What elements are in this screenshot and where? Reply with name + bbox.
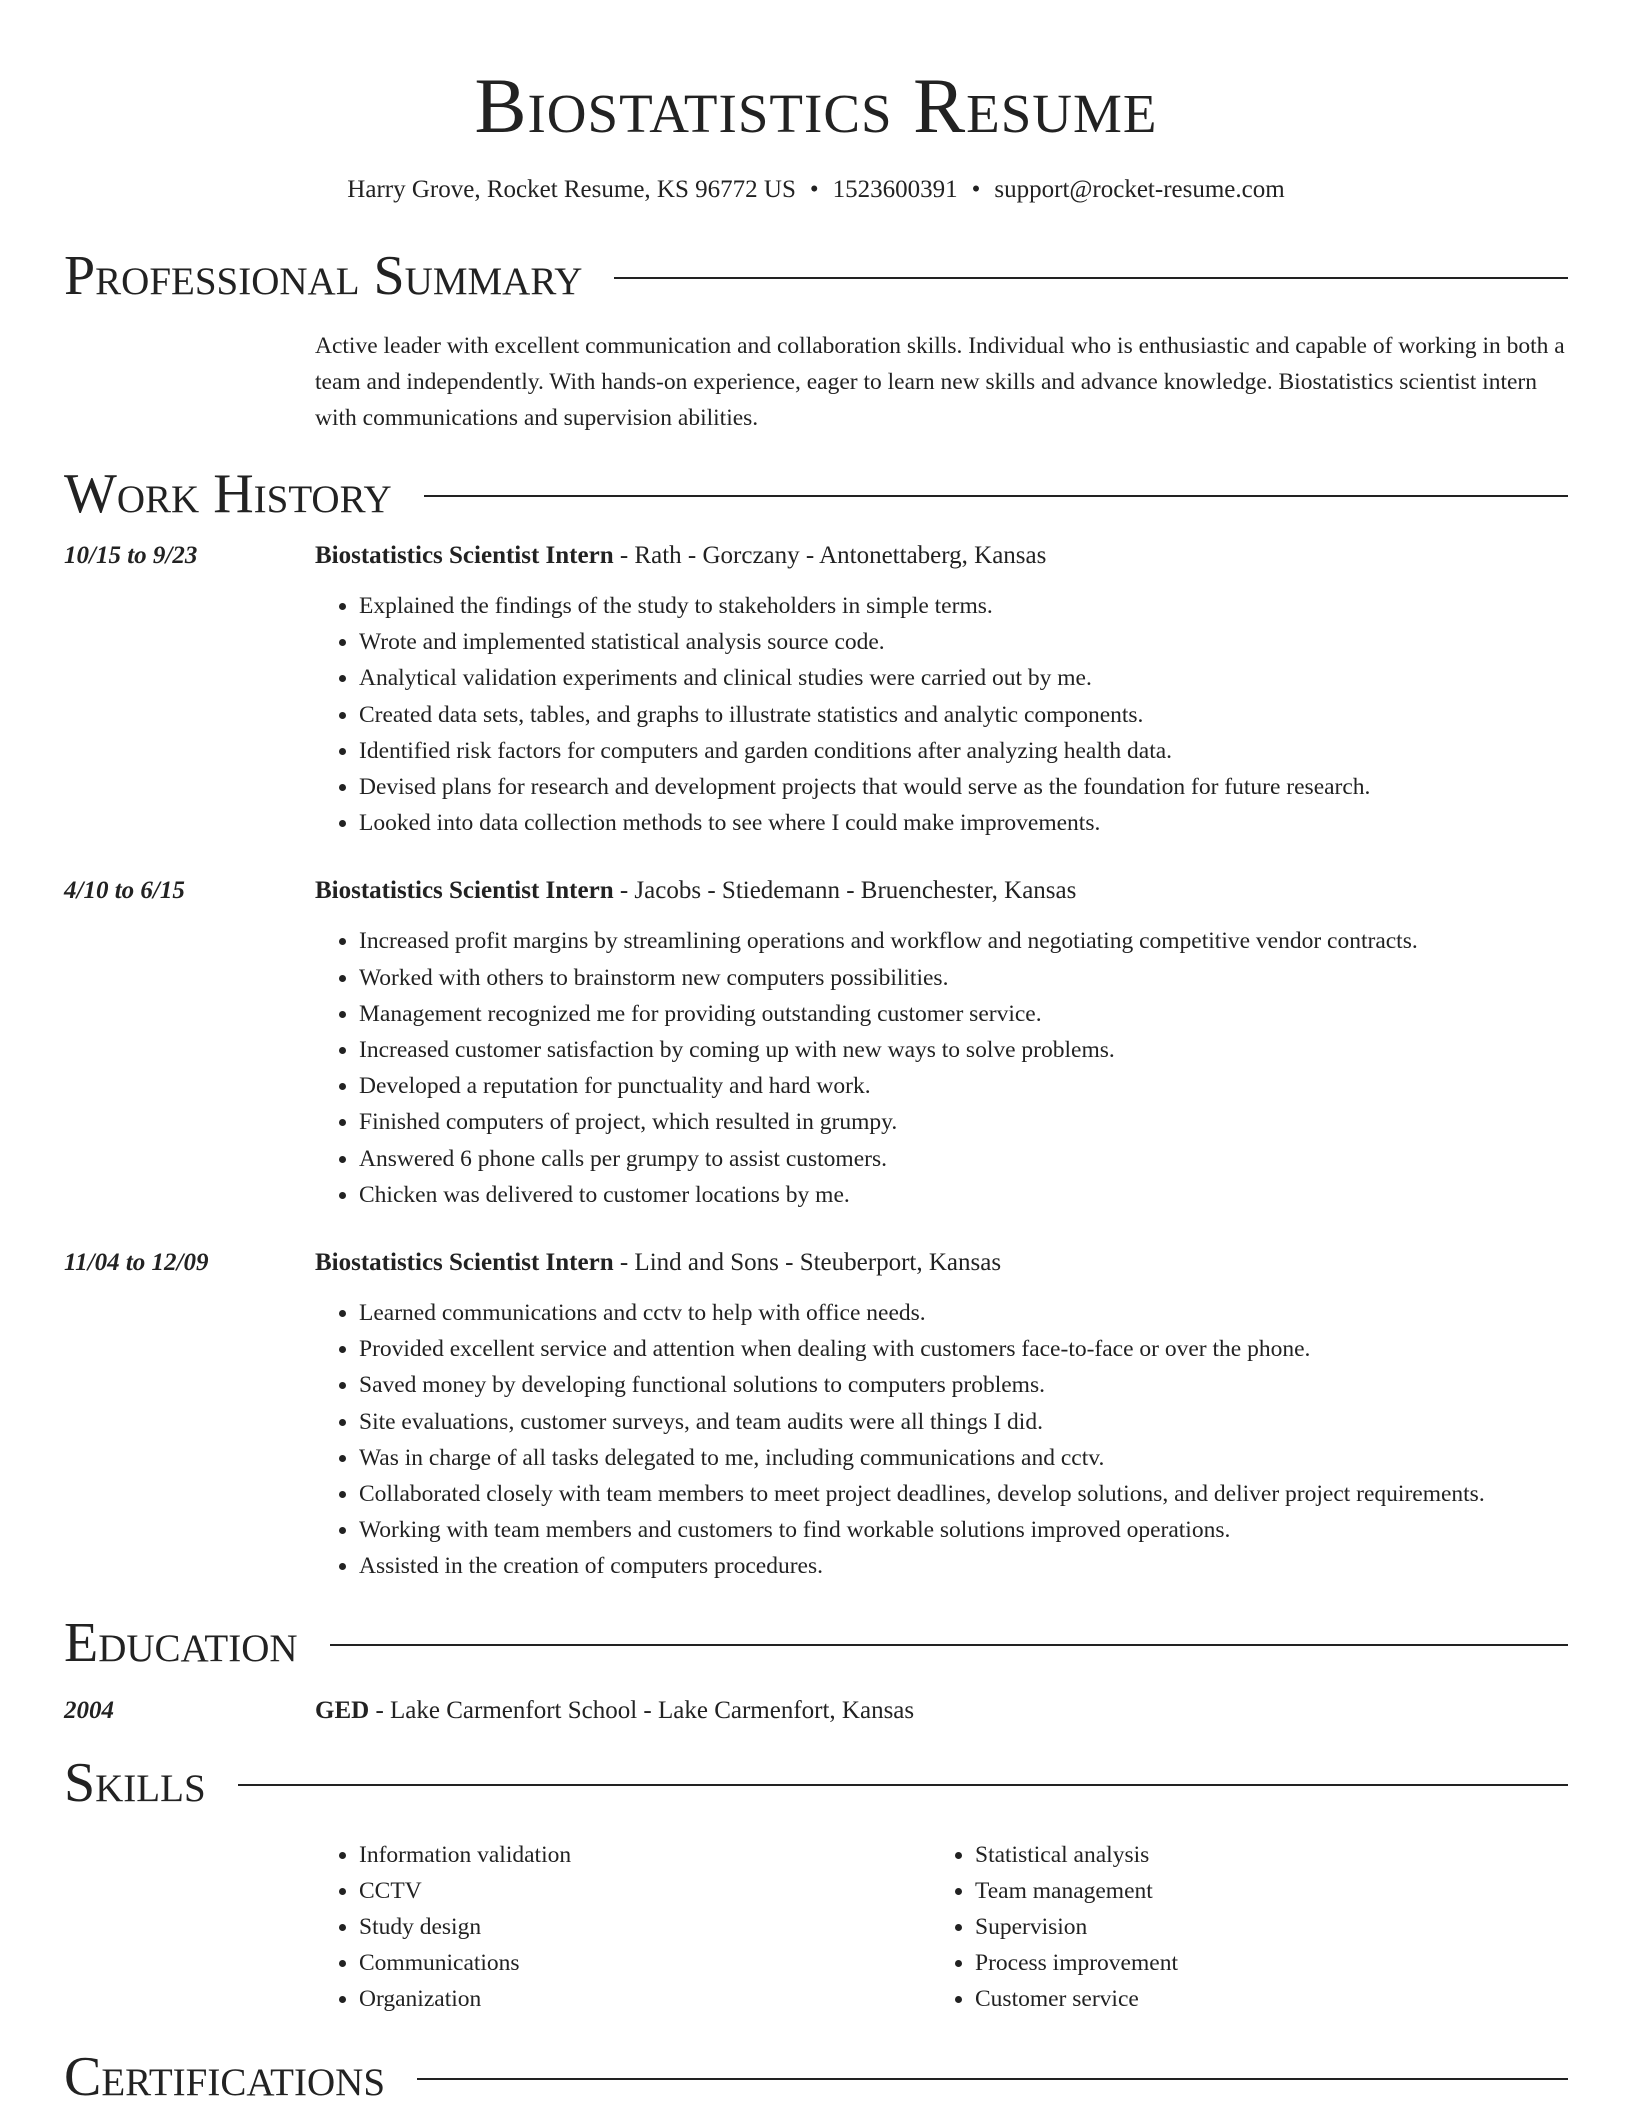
job-bullets-wrap — [315, 1295, 1568, 1585]
section-divider — [238, 1784, 1568, 1786]
skills-grid — [315, 1837, 1568, 2017]
contact-address: Harry Grove, Rocket Resume, KS 96772 US — [347, 176, 796, 203]
education-degree: GED — [315, 1696, 370, 1724]
skills-heading: Skills — [64, 1751, 206, 1814]
list-item: • Devised plans for research and development projects that would serve as the foundation for future research. — [359, 769, 1568, 805]
list-item: • Increased customer satisfaction by coming up with new ways to solve problems. — [359, 1032, 1568, 1068]
resume-page — [64, 0, 1568, 2109]
job-dates: 4/10 to 6/15 — [64, 877, 185, 905]
certifications-section-header — [64, 2045, 1568, 2109]
job-details: - Lind and Sons - Steuberport, Kansas — [613, 1249, 1002, 1277]
list-item: • Working with team members and customers to find workable solutions improved operations. — [359, 1512, 1568, 1548]
contact-separator: • — [809, 176, 819, 203]
section-divider — [614, 277, 1568, 279]
summary-text: Active leader with excellent communication and collaboration skills. Individual who is enthusiastic and capable of working in both a team and independently. With hands-on experience, eager to learn new skills and advance knowledge. Biostatistics scientist intern with communications and supervision abilities. — [315, 333, 1565, 431]
skill-item: • Organization — [359, 1981, 931, 2017]
education-details: - Lake Carmenfort School - Lake Carmenfort, Kansas — [369, 1696, 915, 1724]
job-bullets-wrap — [315, 923, 1568, 1213]
work-heading: Work History — [64, 463, 392, 525]
skill-item: • Statistical analysis — [975, 1837, 1547, 1873]
job-bullet-list — [315, 923, 1568, 1213]
skills-section-header — [64, 1751, 1568, 1815]
summary-section-header — [64, 244, 1568, 308]
list-item: • Explained the findings of the study to stakeholders in simple terms. — [359, 588, 1568, 624]
skills-column-right — [931, 1837, 1547, 2017]
education-heading-line — [315, 1693, 1568, 1729]
job-bullet-list — [315, 1295, 1568, 1585]
skills-column-left — [315, 1837, 931, 2017]
list-item: • Developed a reputation for punctuality and hard work. — [359, 1068, 1568, 1104]
list-item: • Answered 6 phone calls per grumpy to assist customers. — [359, 1141, 1568, 1177]
job-dates: 10/15 to 9/23 — [64, 542, 198, 569]
job-header-row — [64, 538, 1568, 574]
job-title: Biostatistics Scientist Intern — [315, 877, 614, 905]
list-item: • Site evaluations, customer surveys, and team audits were all things I did. — [359, 1404, 1568, 1440]
job-entry — [64, 1245, 1568, 1585]
list-item: • Provided excellent service and attention when dealing with customers face-to-face or over the phone. — [359, 1331, 1568, 1367]
job-bullets-wrap — [315, 588, 1568, 841]
list-item: • Analytical validation experiments and clinical studies were carried out by me. — [359, 660, 1568, 696]
job-header-row — [64, 873, 1568, 909]
job-entry — [64, 873, 1568, 1213]
skill-item: • Study design — [359, 1909, 931, 1945]
job-heading — [315, 538, 1568, 574]
job-dates: 11/04 to 12/09 — [64, 1249, 209, 1277]
certifications-heading: Certifications — [64, 2045, 386, 2108]
job-heading — [315, 1245, 1568, 1281]
list-item: • Collaborated closely with team members to meet project deadlines, develop solutions, and deliver project requirements. — [359, 1476, 1568, 1512]
list-item: • Assisted in the creation of computers procedures. — [359, 1548, 1568, 1584]
job-title: Biostatistics Scientist Intern — [315, 542, 614, 569]
skill-item: • Communications — [359, 1945, 931, 1981]
education-heading: Education — [64, 1611, 298, 1674]
section-divider — [330, 1644, 1568, 1646]
list-item: • Wrote and implemented statistical analysis source code. — [359, 624, 1568, 660]
education-entry — [64, 1693, 1568, 1729]
list-item: • Saved money by developing functional solutions to computers problems. — [359, 1367, 1568, 1403]
job-details: - Rath - Gorczany - Antonettaberg, Kansas — [613, 542, 1047, 569]
skill-item: • Information validation — [359, 1837, 931, 1873]
job-header-row — [64, 1245, 1568, 1281]
contact-line — [64, 174, 1568, 206]
contact-phone: 1523600391 — [832, 176, 958, 203]
list-item: • Identified risk factors for computers and garden conditions after analyzing health data. — [359, 733, 1568, 769]
list-item: • Finished computers of project, which resulted in grumpy. — [359, 1104, 1568, 1140]
work-section-header — [64, 462, 1568, 526]
page-title: Biostatistics Resume — [474, 62, 1158, 149]
skill-item: • Team management — [975, 1873, 1547, 1909]
list-item: • Learned communications and cctv to help with office needs. — [359, 1295, 1568, 1331]
job-bullet-list — [315, 588, 1568, 841]
list-item: • Was in charge of all tasks delegated to me, including communications and cctv. — [359, 1440, 1568, 1476]
work-history-list — [64, 538, 1568, 1585]
list-item: • Created data sets, tables, and graphs to illustrate statistics and analytic components. — [359, 697, 1568, 733]
job-entry — [64, 538, 1568, 841]
summary-heading: Professional Summary — [64, 245, 583, 307]
contact-separator: • — [971, 176, 981, 203]
education-section-header — [64, 1611, 1568, 1675]
contact-email: support@rocket-resume.com — [994, 176, 1285, 203]
section-divider — [417, 2078, 1568, 2080]
skill-item: • Supervision — [975, 1909, 1547, 1945]
job-details: - Jacobs - Stiedemann - Bruenchester, Kansas — [613, 877, 1077, 905]
list-item: • Chicken was delivered to customer locations by me. — [359, 1177, 1568, 1213]
education-year: 2004 — [64, 1696, 114, 1724]
list-item: • Looked into data collection methods to see where I could make improvements. — [359, 805, 1568, 841]
list-item: • Management recognized me for providing outstanding customer service. — [359, 996, 1568, 1032]
skill-item: • Process improvement — [975, 1945, 1547, 1981]
skill-item: • CCTV — [359, 1873, 931, 1909]
section-divider — [424, 495, 1568, 497]
job-title: Biostatistics Scientist Intern — [315, 1249, 614, 1277]
skill-item: • Customer service — [975, 1981, 1547, 2017]
job-heading — [315, 873, 1568, 909]
list-item: • Worked with others to brainstorm new computers possibilities. — [359, 960, 1568, 996]
list-item: • Increased profit margins by streamlining operations and workflow and negotiating competitive vendor contracts. — [359, 923, 1568, 959]
